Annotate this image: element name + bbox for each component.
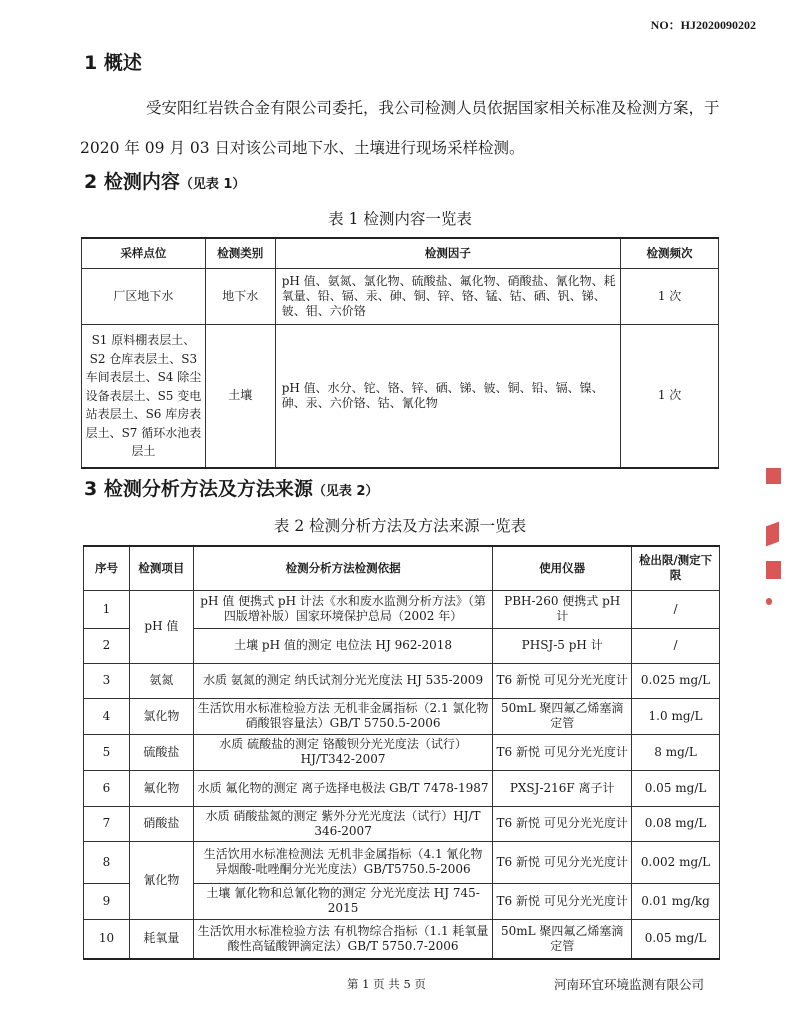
t1-category: 地下水 <box>205 268 275 324</box>
t2-limit: 0.002 mg/L <box>632 841 720 883</box>
t2-instrument: 50mL 聚四氟乙烯塞滴定管 <box>493 919 632 959</box>
t2-header-limit: 检出限/测定下限 <box>632 546 720 590</box>
t1-header-category: 检测类别 <box>205 238 275 268</box>
t2-instrument: 50mL 聚四氟乙烯塞滴定管 <box>493 698 632 734</box>
t2-method: 水质 硝酸盐氮的测定 紫外分光光度法（试行）HJ/T 346-2007 <box>193 806 492 841</box>
t2-header-method: 检测分析方法检测依据 <box>193 546 492 590</box>
t2-limit: 0.05 mg/L <box>632 770 720 806</box>
t2-no: 3 <box>84 663 130 698</box>
report-number: NO：HJ2020090202 <box>650 18 756 32</box>
t2-instrument: PHSJ-5 pH 计 <box>493 628 632 663</box>
seal-fragment-icon <box>766 561 781 579</box>
table-row <box>82 324 719 468</box>
t1-header-factors: 检测因子 <box>275 238 620 268</box>
t2-instrument: T6 新悦 可见分光光度计 <box>493 734 632 770</box>
t1-header-frequency: 检测频次 <box>621 238 719 268</box>
t2-limit: / <box>632 628 720 663</box>
t2-method: 水质 氟化物的测定 离子选择电极法 GB/T 7478-1987 <box>193 770 492 806</box>
t2-method: 土壤 pH 值的测定 电位法 HJ 962-2018 <box>193 628 492 663</box>
t2-instrument: T6 新悦 可见分光光度计 <box>493 883 632 919</box>
t2-header-instrument: 使用仪器 <box>493 546 632 590</box>
section-1-paragraph: 受安阳红岩铁合金有限公司委托，我公司检测人员依据国家相关标准及检测方案，于 2020 年 09 月 03 日对该公司地下水、土壤进行现场采样检测。 <box>80 99 720 157</box>
footer-company: 河南环宜环境监测有限公司 <box>553 977 704 992</box>
table-row <box>84 919 720 959</box>
t2-item: pH 值 <box>129 590 193 663</box>
t2-method: pH 值 便携式 pH 计法《水和废水监测分析方法》（第四版增补版）国家环境保护总局（2002 年） <box>193 590 492 628</box>
section-2-heading <box>84 167 245 194</box>
t1-site: S1 原料棚表层土、S2 仓库表层土、S3 车间表层土、S4 除尘设备表层土、S5 变电站表层土、S6 库房表层土、S7 循环水池表层土 <box>82 324 206 468</box>
section-2-title: 2 检测内容 <box>84 171 180 193</box>
t2-item: 氯化物 <box>129 698 193 734</box>
table-2-header-row <box>84 546 720 590</box>
section-3-title: 3 检测分析方法及方法来源 <box>84 478 313 500</box>
t2-instrument: T6 新悦 可见分光光度计 <box>493 663 632 698</box>
t1-header-site: 采样点位 <box>82 238 206 268</box>
t2-method: 土壤 氰化物和总氰化物的测定 分光光度法 HJ 745-2015 <box>193 883 492 919</box>
table-row <box>82 268 719 324</box>
t2-instrument: PBH-260 便携式 pH 计 <box>493 590 632 628</box>
t2-no: 4 <box>84 698 130 734</box>
t2-instrument: T6 新悦 可见分光光度计 <box>493 806 632 841</box>
table-1-header-row <box>82 238 719 268</box>
t2-item: 氟化物 <box>129 770 193 806</box>
t2-no: 1 <box>84 590 130 628</box>
t2-method: 水质 氨氮的测定 纳氏试剂分光光度法 HJ 535-2009 <box>193 663 492 698</box>
t2-limit: 1.0 mg/L <box>632 698 720 734</box>
t1-factors: pH 值、水分、铊、铬、锌、硒、锑、铍、铜、铅、镉、镍、砷、汞、六价铬、钴、氰化物 <box>275 324 620 468</box>
t2-item: 氰化物 <box>129 841 193 919</box>
t2-no: 2 <box>84 628 130 663</box>
t2-no: 9 <box>84 883 130 919</box>
t2-item: 硫酸盐 <box>129 734 193 770</box>
footer-page-number: 第 1 页 共 5 页 <box>347 977 426 991</box>
t2-limit: 0.01 mg/kg <box>632 883 720 919</box>
table-row <box>84 806 720 841</box>
t2-no: 8 <box>84 841 130 883</box>
t1-factors: pH 值、氨氮、氯化物、硫酸盐、氟化物、硝酸盐、氰化物、耗氧量、铅、镉、汞、砷、铜、锌、铬、锰、钴、硒、钒、锑、铍、钼、六价铬 <box>275 268 620 324</box>
t2-instrument: PXSJ-216F 离子计 <box>493 770 632 806</box>
t2-item: 硝酸盐 <box>129 806 193 841</box>
t2-header-no: 序号 <box>84 546 130 590</box>
t2-limit: 8 mg/L <box>632 734 720 770</box>
t1-frequency: 1 次 <box>621 324 719 468</box>
t2-no: 7 <box>84 806 130 841</box>
table-2-caption: 表 2 检测分析方法及方法来源一览表 <box>273 517 527 535</box>
t2-header-item: 检测项目 <box>129 546 193 590</box>
section-3-note: （见表 2） <box>312 484 379 499</box>
table-2 <box>83 545 720 960</box>
t1-frequency: 1 次 <box>621 268 719 324</box>
t1-category: 土壤 <box>205 324 275 468</box>
t2-method: 生活饮用水标准检测法 无机非金属指标（4.1 氰化物 异烟酸-吡唑酮分光光度法）GB/T5750.5-2006 <box>193 841 492 883</box>
t1-site: 厂区地下水 <box>82 268 206 324</box>
table-row <box>84 841 720 883</box>
t2-method: 生活饮用水标准检验方法 有机物综合指标（1.1 耗氧量 酸性高锰酸钾滴定法）GB/T 5750.7-2006 <box>193 919 492 959</box>
t2-method: 生活饮用水标准检验方法 无机非金属指标（2.1 氯化物 硝酸银容量法）GB/T 5750.5-2006 <box>193 698 492 734</box>
t2-limit: 0.05 mg/L <box>632 919 720 959</box>
t2-no: 10 <box>84 919 130 959</box>
t2-limit: 0.025 mg/L <box>632 663 720 698</box>
seal-fragment-icon <box>766 468 781 484</box>
t2-no: 5 <box>84 734 130 770</box>
t2-item: 耗氧量 <box>129 919 193 959</box>
t2-no: 6 <box>84 770 130 806</box>
t2-method: 水质 硫酸盐的测定 铬酸钡分光光度法（试行）HJ/T342-2007 <box>193 734 492 770</box>
t2-item: 氨氮 <box>129 663 193 698</box>
table-1 <box>81 237 719 469</box>
table-row <box>84 698 720 734</box>
section-3-heading <box>84 474 378 501</box>
t2-instrument: T6 新悦 可见分光光度计 <box>493 841 632 883</box>
section-1-heading: 1 概述 <box>84 52 142 74</box>
seal-fragment-icon <box>766 598 772 605</box>
table-row <box>84 734 720 770</box>
t2-limit: 0.08 mg/L <box>632 806 720 841</box>
table-1-caption: 表 1 检测内容一览表 <box>328 210 472 228</box>
table-row <box>84 663 720 698</box>
section-2-note: （见表 1） <box>179 177 246 192</box>
table-row <box>84 770 720 806</box>
seal-fragment-icon <box>766 522 779 547</box>
table-row <box>84 590 720 628</box>
t2-limit: / <box>632 590 720 628</box>
